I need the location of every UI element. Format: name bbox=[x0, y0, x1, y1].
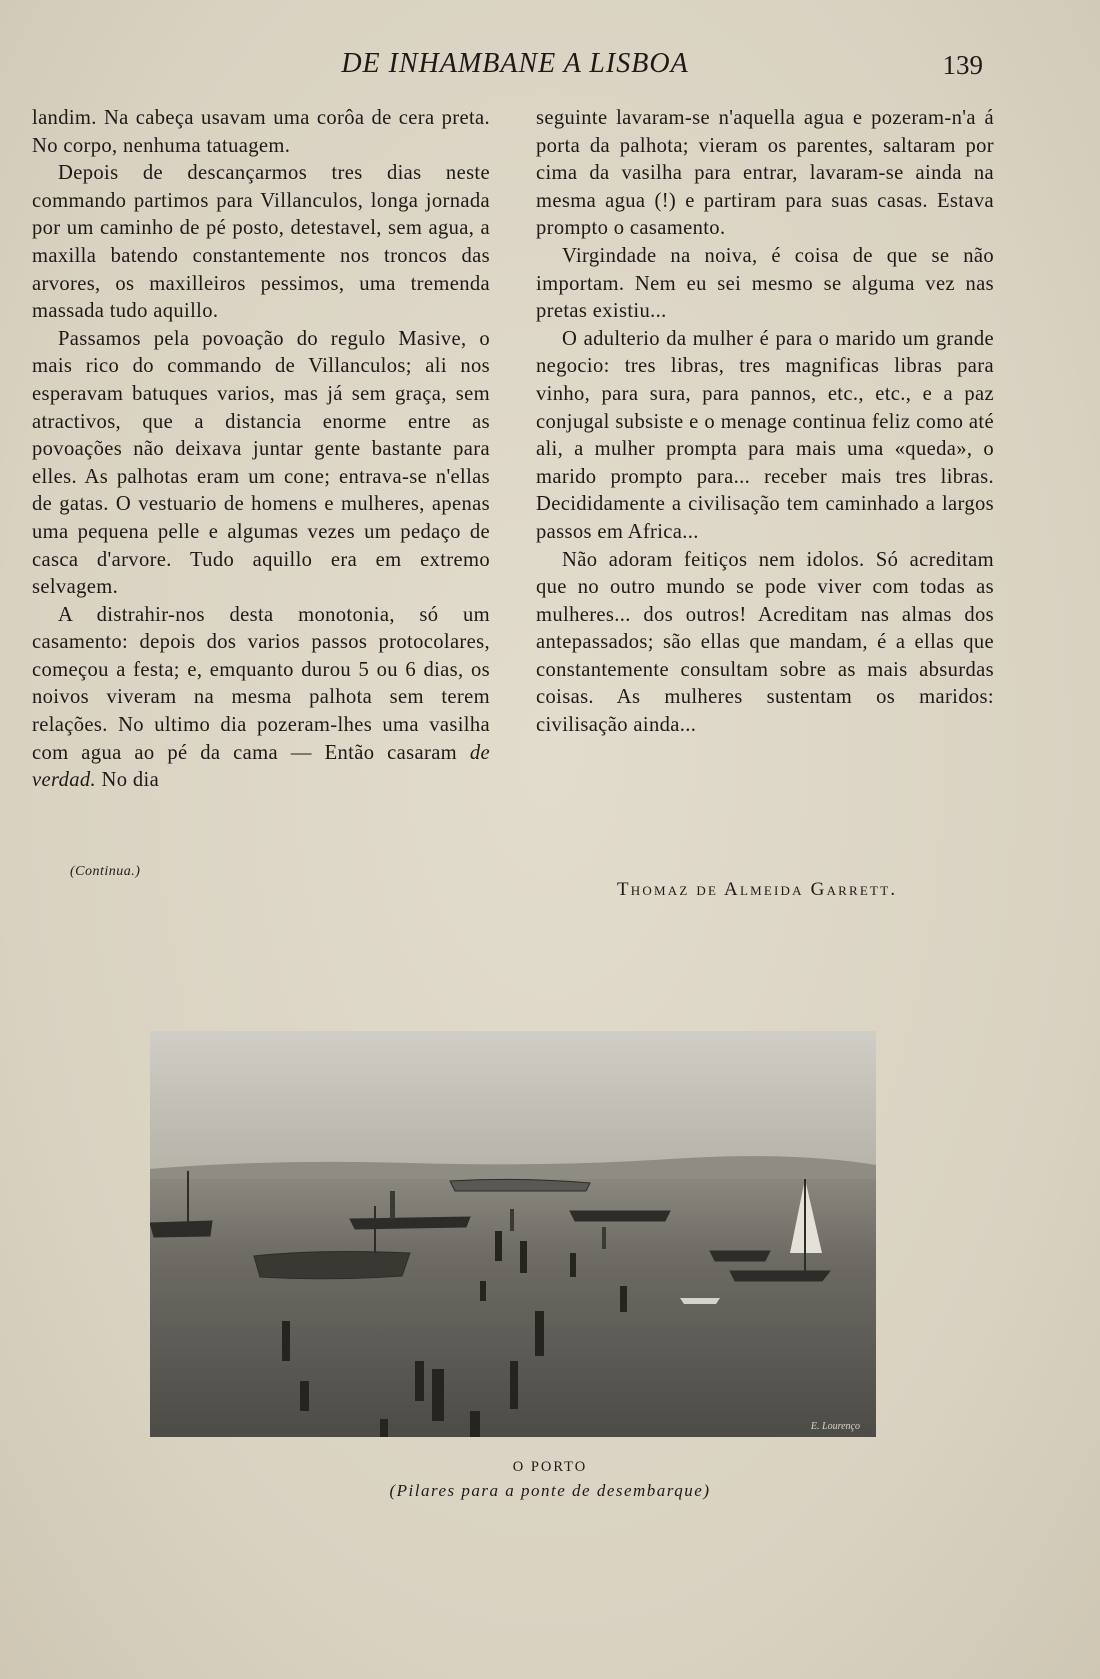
left-column bbox=[32, 105, 490, 795]
figure bbox=[480, 1281, 486, 1301]
figure bbox=[495, 1231, 502, 1261]
paragraph: O adulterio da mulher é para o marido um grande negocio: tres libras, tres magnificas libras para vinho, para sura, para pannos, etc., etc., e a paz conjugal subsiste e o menage continua feliz como até ali, a mulher prompta para mais uma «queda», o marido prompto para... receber mais tres libras. Decididamente a civilisação tem caminhado a largos passos em Africa... bbox=[536, 327, 994, 543]
figure bbox=[380, 1419, 388, 1437]
paragraph-text: A distrahir-nos desta monotonia, só um casamento: depois dos varios passos protocolares, começou a festa; e, emquanto durou 5 ou 6 dias, os noivos viveram na mesma palhota sem terem relações. No ultimo dia pozeram-lhes uma vasilha com agua ao pé da cama — Então casaram bbox=[32, 603, 490, 764]
figure bbox=[510, 1361, 518, 1409]
piling bbox=[390, 1191, 395, 1219]
steamer bbox=[450, 1179, 590, 1191]
paragraph: Depois de descançarmos tres dias neste commando partimos para Villanculos, longa jornada por um caminho de pé posto, detestavel, sem agua, a maxilla batendo constantemente nos troncos das arvores, os maxilleiros pessimos, uma tremenda massada tudo aquillo. bbox=[32, 162, 490, 323]
paragraph: Passamos pela povoação do regulo Masive, o mais rico do commando de Villanculos; ali nos esperavam batuques varios, mas já sem graça, sem atractivos, que a distancia enorme entre as povoações não deixava juntar gente bastante para elles. As palhotas eram um cone; entrava-se n'ellas de gatas. O vestuario de homens e mulheres, apenas uma pequena pelle e algumas vezes um pedaço de casca d'arvore. Tudo aquillo era em extremo selvagem. bbox=[32, 327, 490, 599]
sky bbox=[150, 1031, 876, 1171]
boat bbox=[570, 1211, 670, 1221]
figure bbox=[535, 1311, 544, 1356]
photo-credit: E. Lourenço bbox=[810, 1421, 860, 1432]
piling bbox=[602, 1227, 606, 1249]
caption-subtitle: (Pilares para a ponte de desembarque) bbox=[389, 1481, 711, 1500]
figure bbox=[432, 1369, 444, 1421]
paragraph-text: No dia bbox=[96, 769, 160, 792]
figure bbox=[520, 1241, 527, 1273]
paragraph: seguinte lavaram-se n'aquella agua e pozeram-n'a á porta da palhota; vieram os parentes, saltaram por cima da vasilha para entrar, lavaram-se ainda na mesma agua (!) e partiram para suas casas. Estava prompto o casamento. bbox=[536, 107, 994, 240]
italic-phrase: de verdad. bbox=[32, 741, 490, 792]
piling bbox=[510, 1209, 514, 1231]
boat bbox=[680, 1298, 720, 1304]
boat bbox=[710, 1251, 770, 1261]
figure bbox=[620, 1286, 627, 1312]
figure bbox=[415, 1361, 424, 1401]
paragraph: landim. Na cabeça usavam uma corôa de cera preta. No corpo, nenhuma tatuagem. bbox=[32, 107, 490, 157]
running-head bbox=[0, 48, 1100, 88]
harbor-photo-image bbox=[150, 1031, 876, 1437]
continued-note: (Continua.) bbox=[70, 864, 141, 879]
figure bbox=[470, 1411, 480, 1437]
boat bbox=[150, 1221, 212, 1237]
author-signature: Thomaz de Almeida Garrett. bbox=[617, 879, 898, 900]
paragraph: Não adoram feitiços nem idolos. Só acreditam que no outro mundo se pode viver com todas as mulheres... dos outros! Acreditam nas almas dos antepassados; são ellas que mandam, é a ellas que constantemente consultam sobre as mais absurdas coisas. As mulheres sustentam os maridos: civilisação ainda... bbox=[536, 548, 994, 737]
boat bbox=[730, 1271, 830, 1281]
paragraph bbox=[32, 602, 490, 795]
figure bbox=[300, 1381, 309, 1411]
harbor-photo bbox=[150, 1031, 876, 1437]
right-column bbox=[536, 105, 994, 740]
paragraph: Virgindade na noiva, é coisa de que se não importam. Nem eu sei mesmo se alguma vez nas pretas existiu... bbox=[536, 244, 994, 323]
page-number: 139 bbox=[942, 50, 983, 80]
caption-title: O PORTO bbox=[512, 1459, 588, 1475]
running-title: DE INHAMBANE A LISBOA bbox=[341, 48, 689, 79]
boat bbox=[254, 1252, 410, 1279]
figure bbox=[570, 1253, 576, 1277]
boat bbox=[350, 1217, 470, 1229]
figure bbox=[282, 1321, 290, 1361]
